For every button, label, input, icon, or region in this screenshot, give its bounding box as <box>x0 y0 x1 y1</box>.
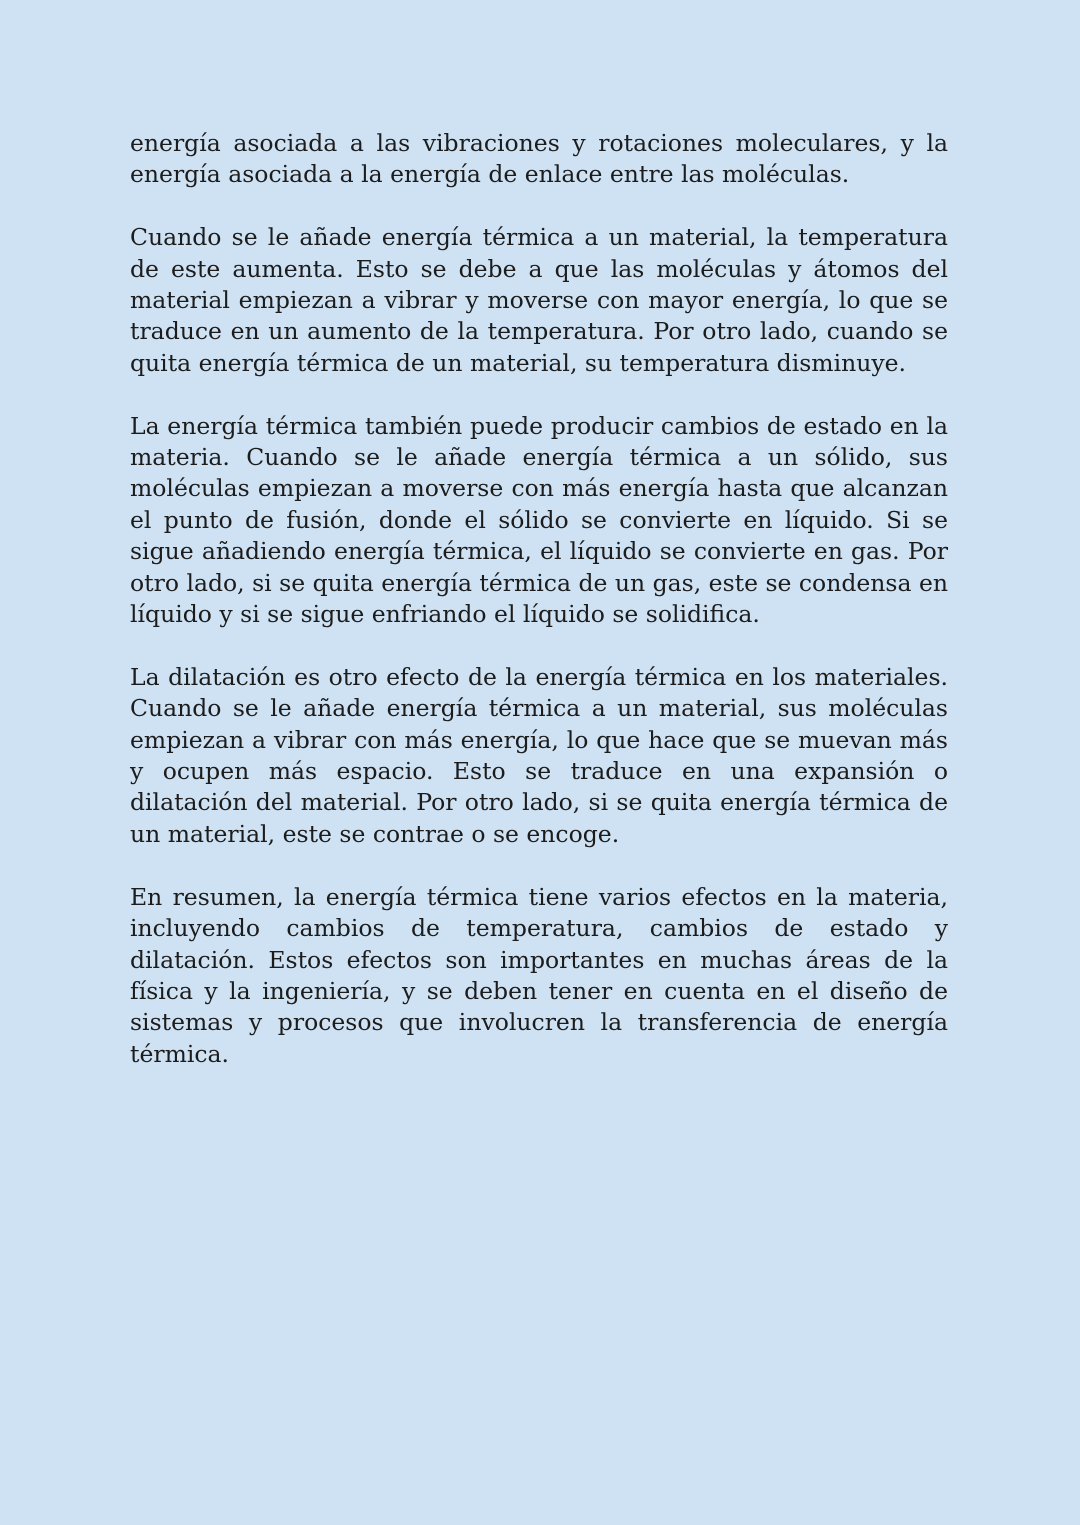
document-page <box>130 128 948 1102</box>
paragraph-temperature: Cuando se le añade energía térmica a un material, la temperatura de este aumenta. Esto se debe a que las moléculas y átomos del material empiezan a vibrar y moverse con mayor energía, lo que se traduce en un aumento de la temperatura. Por otro lado, cuando se quita energía térmica de un material, su temperatura disminuye. <box>130 223 948 377</box>
paragraph-dilation: La dilatación es otro efecto de la energía térmica en los materiales. Cuando se le añade energía térmica a un material, sus moléculas empiezan a vibrar con más energía, lo que hace que se muevan más y ocupen más espacio. Esto se traduce en una expansión o dilatación del material. Por otro lado, si se quita energía térmica de un material, este se contrae o se encoge. <box>130 662 948 848</box>
paragraph-state-changes: La energía térmica también puede producir cambios de estado en la materia. Cuando se le añade energía térmica a un sólido, sus moléculas empiezan a moverse con más energía hasta que alcanzan el punto de fusión, donde el sólido se convierte en líquido. Si se sigue añadiendo energía térmica, el líquido se convierte en gas. Por otro lado, si se quita energía térmica de un gas, este se condensa en líquido y si se sigue enfriando el líquido se solidifica. <box>130 411 949 629</box>
paragraph-continuation: energía asociada a las vibraciones y rotaciones moleculares, y la energía asociada a la energía de enlace entre las moléculas. <box>130 129 948 189</box>
paragraph-summary: En resumen, la energía térmica tiene varios efectos en la materia, incluyendo cambios de temperatura, cambios de estado y dilatación. Estos efectos son importantes en muchas áreas de la física y la ingeniería, y se deben tener en cuenta en el diseño de sistemas y procesos que involucren la transferencia de energía térmica. <box>130 882 948 1068</box>
